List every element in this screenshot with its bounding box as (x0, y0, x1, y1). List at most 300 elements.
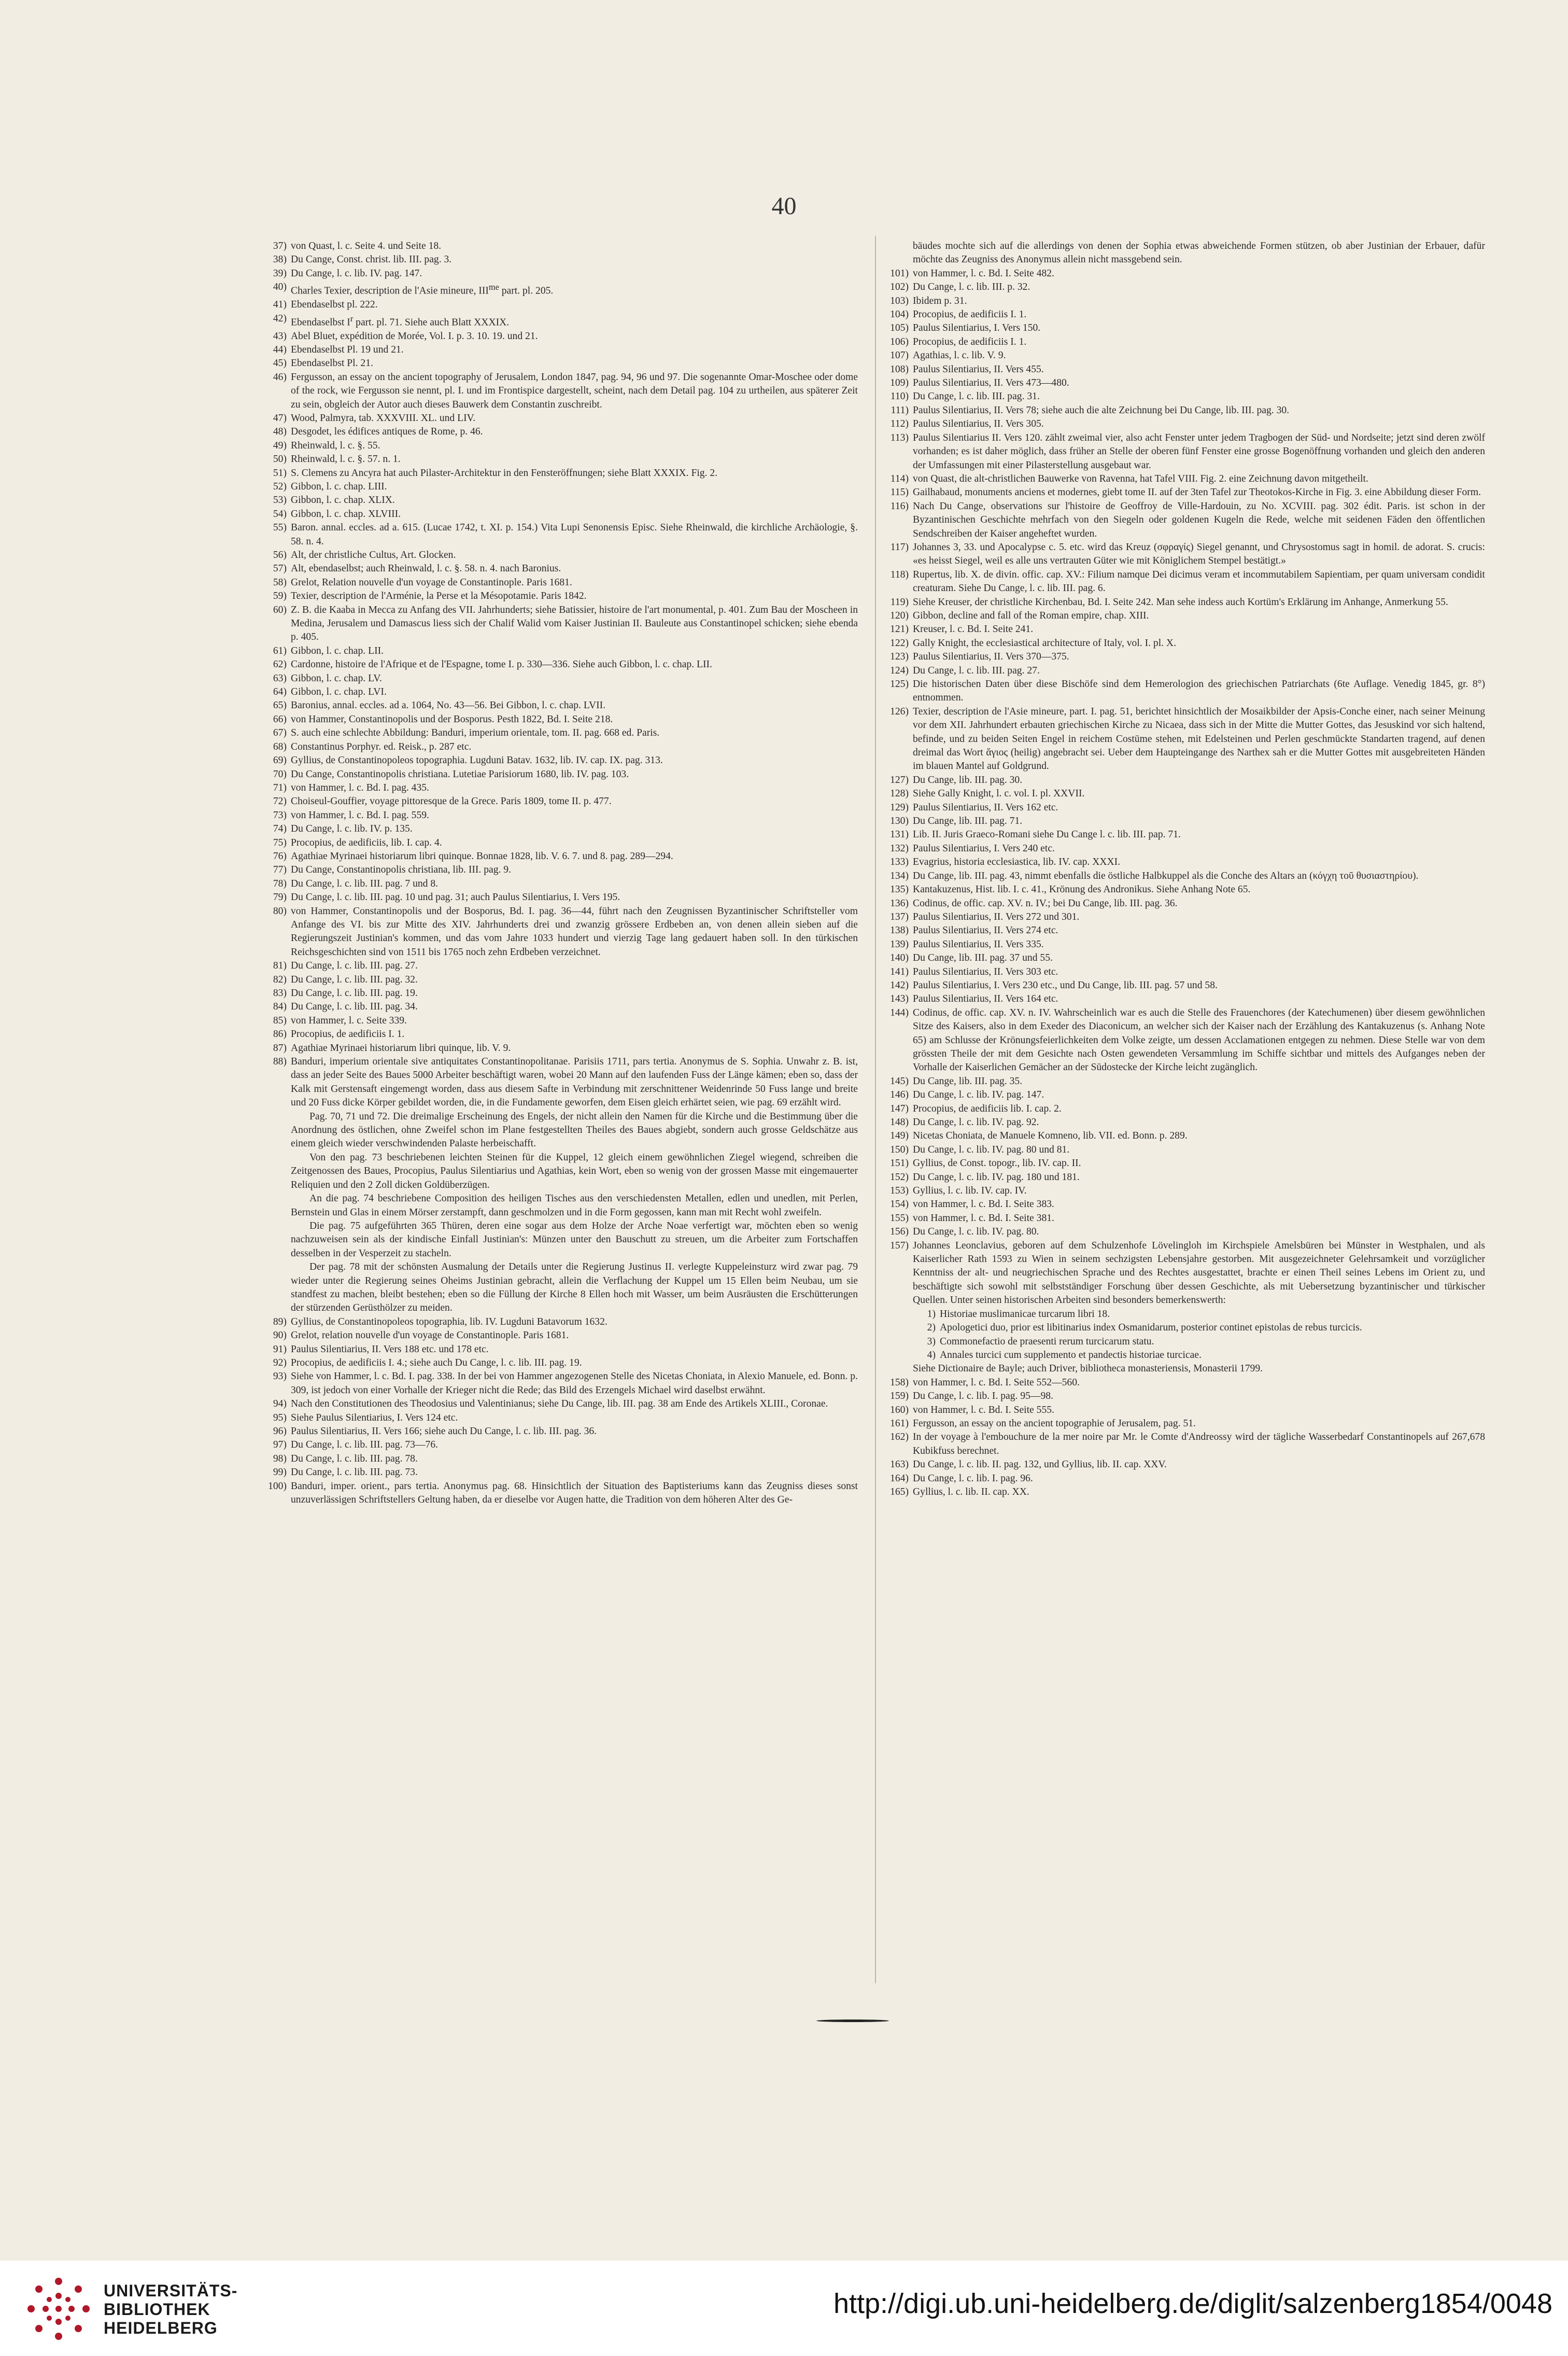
footnote (262, 1480, 858, 1507)
footnote-number: 90) (273, 1330, 287, 1341)
footnote (262, 726, 858, 740)
note-continuation: An die pag. 74 beschriebene Composition des heiligen Tisches aus den verschiedensten Metallen, edlen und unedlen, mit Perlen, Bernstein und Glas in einem Mörser zerstampft, dann geschmolzen und in die Form gegossen, kann man mit Recht wohl zweifeln. (291, 1193, 858, 1218)
footnote (884, 472, 1485, 486)
footnote (262, 412, 858, 425)
footnote-text: Gyllius, de Const. topogr., lib. IV. cap. II. (913, 1158, 1081, 1169)
footnote-text: Du Cange, lib. III. pag. 37 und 55. (913, 952, 1053, 964)
footnote-text: Evagrius, historia ecclesiastica, lib. IV. cap. XXXI. (913, 857, 1121, 868)
footnote (884, 787, 1485, 801)
footnote-text: Procopius, de aedificiis I. 1. (913, 336, 1027, 347)
sublist-item-number: 3) (927, 1336, 936, 1347)
footnote (262, 330, 858, 343)
footnote-number: 105) (890, 322, 909, 334)
footnote-number: 119) (890, 596, 909, 608)
footnote (262, 1425, 858, 1438)
sublist-item (913, 1321, 1485, 1335)
footnote (884, 1376, 1485, 1390)
footnote-text: Z. B. die Kaaba in Mecca zu Anfang des VII. Jahrhunderts; siehe Batissier, histoire de l'art monumental, p. 401. Zum Bau der Moscheen in Medina, Jerusalem und Damascus liess sich der Chalif Walid vom Kaiser Justinian II. Bauleute aus Constantinopel schicken; siehe ebenda p. 405. (291, 604, 858, 643)
footnote-text: Du Cange, lib. III. pag. 35. (913, 1075, 1023, 1087)
footnote-text: Du Cange, l. c. lib. IV. pag. 80 und 81. (913, 1144, 1070, 1155)
footnote-number: 63) (273, 672, 287, 684)
footnote (884, 1129, 1485, 1143)
footnote-number: 137) (890, 911, 909, 922)
footnote (884, 842, 1485, 856)
footnote-text: Du Cange, lib. III. pag. 30. (913, 774, 1023, 786)
footnote (884, 856, 1485, 869)
footnote (262, 1014, 858, 1028)
footnote-number: 165) (890, 1486, 909, 1497)
footnote-number: 75) (273, 837, 287, 848)
footnote (262, 1000, 858, 1014)
footnote (884, 1116, 1485, 1129)
footnote-text: von Hammer, l. c. Bd. I. pag. 435. (291, 782, 429, 793)
footnote (884, 1404, 1485, 1417)
footnote-text: Rupertus, lib. X. de divin. offic. cap. XV.: Filium namque Dei dicimus veram et incommutabilem Sapientiam, per quam universam condidit creaturam. Siehe Du Cange, l. c. lib. III. pag. 6. (913, 569, 1485, 594)
footnote-text: Agathias, l. c. lib. V. 9. (913, 350, 1006, 361)
footnote (884, 1143, 1485, 1157)
footnote (884, 1431, 1485, 1458)
footnote-number: 120) (890, 610, 909, 621)
footnote-number: 133) (890, 857, 909, 868)
footnote-text: Alt, ebendaselbst; auch Rheinwald, l. c. §. 58. n. 4. nach Baronius. (291, 563, 561, 574)
footnote (884, 294, 1485, 308)
footnote-number: 111) (891, 404, 909, 416)
footnote-text: Grelot, Relation nouvelle d'un voyage de Constantinople. Paris 1681. (291, 577, 572, 588)
footnote-number: 43) (273, 330, 287, 342)
footnote-text: von Quast, die alt-christlichen Bauwerke von Ravenna, hat Tafel VIII. Fig. 2. eine Zeichnung davon mitgetheilt. (913, 473, 1368, 484)
footnote (884, 363, 1485, 376)
footnote-number: 68) (273, 741, 287, 752)
footnote (884, 1417, 1485, 1431)
footnote-text: Du Cange, l. c. lib. IV. p. 135. (291, 823, 413, 835)
footnote-text: Gibbon, l. c. chap. LII. (291, 645, 384, 656)
footnote (262, 1055, 858, 1110)
footnote (884, 431, 1485, 472)
footnote (884, 609, 1485, 623)
footnote-number: 116) (890, 500, 909, 512)
footnote-text: Du Cange, l. c. lib. III. pag. 73. (291, 1467, 418, 1478)
footnote-number: 60) (273, 604, 287, 615)
footnote (262, 768, 858, 781)
footnote-text: von Hammer, l. c. Bd. I. Seite 555. (913, 1404, 1054, 1415)
footnote (884, 308, 1485, 321)
footnote-text: Gibbon, l. c. chap. XLVIII. (291, 508, 401, 520)
footnote-text: Banduri, imper. orient., pars tertia. Anonymus pag. 68. Hinsichtlich der Situation des Baptisteriums kann das Zeugniss dieses sonst unzuverlässigen Schriftstellers Geltung haben, da er dieselbe vor Augen hatte, die Tradition von dem höheren Alter des Ge- (291, 1480, 858, 1506)
footnote-number: 126) (890, 706, 909, 717)
footnote (884, 267, 1485, 281)
footnote (884, 870, 1485, 883)
footnote-number: 58) (273, 577, 287, 588)
footnote (262, 467, 858, 480)
footnote-text: Du Cange, l. c. lib. III. pag. 78. (291, 1453, 418, 1464)
footnote (884, 637, 1485, 650)
footnote (884, 1225, 1485, 1239)
footnote (884, 321, 1485, 335)
footnote-number: 46) (273, 371, 287, 383)
footnote (884, 705, 1485, 774)
footnote-text: Procopius, de aedificiis I. 4.; siehe auch Du Cange, l. c. lib. III. pag. 19. (291, 1357, 582, 1368)
footnote-number: 47) (273, 412, 287, 424)
footnote-number: 38) (273, 254, 287, 265)
footnote-number: 57) (273, 563, 287, 574)
page-number: 40 (771, 192, 797, 220)
footnote-number: 37) (273, 241, 287, 251)
footnote-number: 93) (273, 1371, 287, 1382)
footnote-number: 59) (273, 591, 287, 602)
footnote-text: Die historischen Daten über diese Bischöfe sind dem Hemerologion des griechischen Patriarchats (6te Auflage. Venedig 1845, gr. 8°) entnommen. (913, 679, 1485, 704)
footnote-number: 100) (268, 1480, 287, 1492)
footnote (884, 664, 1485, 678)
footnote-text: Wood, Palmyra, tab. XXXVIII. XL. und LIV. (291, 412, 476, 424)
footnote-text: S. Clemens zu Ancyra hat auch Pilaster-Architektur in den Fensteröffnungen; siehe Blatt XXXIX. Fig. 2. (291, 467, 718, 479)
footnote-text: Siehe Paulus Silentiarius, I. Vers 124 etc. (291, 1412, 458, 1423)
footnote-number: 44) (273, 344, 287, 355)
footnote (884, 281, 1485, 294)
footnote (262, 590, 858, 603)
footnote (884, 1212, 1485, 1225)
footnote-number: 92) (273, 1357, 287, 1368)
footnote-number: 66) (273, 713, 287, 725)
footnote-number: 85) (273, 1015, 287, 1026)
footnote-number: 78) (273, 878, 287, 889)
footnote-text: Du Cange, Constantinopolis christiana, lib. III. pag. 9. (291, 864, 512, 876)
footnote-text: Du Cange, l. c. lib. IV. pag. 92. (913, 1117, 1039, 1128)
footnote (262, 1452, 858, 1466)
footnote-number: 141) (890, 966, 909, 977)
footnote (884, 1472, 1485, 1485)
footnote-text: von Hammer, l. c. Bd. I. Seite 552—560. (913, 1377, 1080, 1388)
footnote-text: Paulus Silentiarius, II. Vers 188 etc. und 178 etc. (291, 1343, 489, 1355)
footnote (884, 897, 1485, 910)
footnote (262, 494, 858, 507)
footnote-number: 110) (890, 391, 909, 402)
library-footer (0, 2261, 1568, 2356)
footnote-text: Du Cange, l. c. lib. I. pag. 95—98. (913, 1391, 1054, 1402)
footnote-number: 69) (273, 755, 287, 766)
footnote-text: von Hammer, Constantinopolis und der Bosporus, Bd. I. pag. 36—44, führt nach den Zeugnissen Byzantinischer Schriftsteller vom Anfange des VI. bis zur Mitte des XIV. Jahrhunderts drei und zwanzig grössere Erdbeben an, von denen allein sieben auf die Regierungszeit Justinian's kommen, und das vom Jahre 1033 hundert und vierzig Tage lang gedauert haben soll. In den türkischen Reichsgeschichten sind von 1511 bis 1765 noch zehn Erdbeben verzeichnet. (291, 905, 858, 958)
footnote (262, 480, 858, 494)
footnote-text: Ebendaselbst pl. 222. (291, 299, 378, 311)
footnote-number: 45) (273, 358, 287, 369)
footnote-number: 163) (890, 1459, 909, 1470)
footnote-number: 55) (273, 522, 287, 534)
footnote-number: 150) (890, 1144, 909, 1155)
footnote-text: Paulus Silentiarius, II. Vers 166; siehe auch Du Cange, l. c. lib. III. pag. 36. (291, 1426, 597, 1437)
footnote-text: Fergusson, an essay on the ancient topographie of Jerusalem, pag. 51. (913, 1418, 1196, 1429)
footnote (262, 973, 858, 987)
sublist-item (913, 1308, 1485, 1321)
footnote (262, 312, 858, 330)
footnote-text: Du Cange, l. c. lib. III. pag. 31. (913, 391, 1040, 402)
footnote-number: 52) (273, 481, 287, 492)
footnote-text: Codinus, de offic. cap. XV. n. IV.; bei Du Cange, lib. III. pag. 36. (913, 897, 1178, 909)
footnote (884, 774, 1485, 787)
footnote (884, 979, 1485, 992)
footnote-number: 87) (273, 1042, 287, 1054)
logo-line-1: UNIVERSITÄTS- (104, 2281, 238, 2300)
footnote-text: Constantinus Porphyr. ed. Reisk., p. 287 etc. (291, 741, 472, 752)
footnote (262, 822, 858, 836)
footnote-number: 132) (890, 843, 909, 854)
footnote (262, 298, 858, 312)
footnote-number: 99) (273, 1467, 287, 1478)
footnote (884, 951, 1485, 965)
footnote-number: 81) (273, 960, 287, 972)
sublist-item-text: Apologetici duo, prior est libitinarius index Osmanidarum, posterior continet epistolas de rebus turcicis. (940, 1322, 1362, 1334)
footnote-number: 118) (890, 569, 909, 580)
footnote-text: Du Cange, l. c. lib. IV. pag. 80. (913, 1226, 1039, 1238)
footnote (262, 863, 858, 877)
footnote-text: Du Cange, l. c. lib. III. pag. 10 und pag. 31; auch Paulus Silentiarius, I. Vers 195. (291, 892, 620, 903)
footnote (884, 1458, 1485, 1471)
footnote (884, 376, 1485, 390)
footnote (262, 1028, 858, 1041)
footnote-number: 107) (890, 350, 909, 361)
footnote-number: 159) (890, 1391, 909, 1402)
footnote-text: Du Cange, Const. christ. lib. III. pag. 3. (291, 254, 452, 265)
footnote-text: Rheinwald, l. c. §. 57. n. 1. (291, 454, 401, 465)
footnote-number: 89) (273, 1316, 287, 1327)
footnote (884, 596, 1485, 609)
footnote-number: 134) (890, 870, 909, 881)
footnote-number: 117) (890, 541, 909, 553)
footnote-number: 76) (273, 850, 287, 862)
footnote-text: Du Cange, l. c. lib. III. pag. 32. (291, 974, 418, 985)
footnote (884, 1102, 1485, 1116)
footnote-number: 72) (273, 796, 287, 807)
footnote-text: Texier, description de l'Asie mineure, part. I. pag. 51, berichtet hinsichtlich der Mosaikbilder der Apsis-Conche einer, nach seiner Meinung vor dem XII. Jahrhundert erbauten griechischen Kirche zu Nicaea, dass sich in der Mitte die Mutter Gottes, das Jesuskind vor sich haltend, befinde, und zu beiden Seiten Engel in reichem Costüme stehen, mit Edelsteinen und Perlen geschmückte Standarten tragend, auf denen dreimal das Wort ἅγιος (heilig) angebracht sei. Ueber dem Haupteingange des Narthex sah er die Mutter Gottes mit ausgebreiteten Händen im blauen Mantel auf Goldgrund. (913, 706, 1485, 772)
footnote (262, 795, 858, 808)
footnote-text: Desgodet, les édifices antiques de Rome, p. 46. (291, 426, 483, 438)
footnote (262, 1042, 858, 1055)
footnote (884, 1088, 1485, 1102)
footnote-text: Gailhabaud, monuments anciens et modernes, giebt tome II. auf der 3ten Tafel zur Theotokos-Kirche in Fig. 3. eine Abbildung dieser Form. (913, 487, 1481, 498)
footnote-number: 143) (890, 993, 909, 1005)
footnote (262, 576, 858, 590)
footnote-number: 152) (890, 1171, 909, 1183)
footnote-text: Gibbon, l. c. chap. LV. (291, 672, 382, 684)
footnote-text: Siehe von Hammer, l. c. Bd. I. pag. 338. In der bei von Hammer angezogenen Stelle des Nicetas Choniata, in Alexio Manuele, ed. Bonn. p. 309, ist jedoch von einer Vorhalle der Krieger nicht die Rede; das Bild des Erzengels Michael wird daselbst erwähnt. (291, 1371, 858, 1396)
footnote (262, 425, 858, 439)
footnote-text: Gibbon, l. c. chap. XLIX. (291, 495, 395, 506)
footnote-number: 104) (890, 309, 909, 320)
footnote-number: 40) (273, 282, 287, 293)
footnote-text: Paulus Silentiarius, II. Vers 162 etc. (913, 802, 1058, 813)
footnote-text: Gibbon, l. c. chap. LVI. (291, 686, 387, 698)
footnote-text: In der voyage à l'embouchure de la mer noire par Mr. le Comte d'Andreossy wird der tägliche Wasserbedarf Constantinopels auf 267,678 Kubikfuss berechnet. (913, 1432, 1485, 1456)
footnote-text: von Quast, l. c. Seite 4. und Seite 18. (291, 241, 442, 251)
footnote-text: Du Cange, l. c. lib. III. pag. 73—76. (291, 1439, 439, 1451)
footnote-number: 86) (273, 1029, 287, 1040)
footnote (262, 604, 858, 644)
footnote-number: 83) (273, 988, 287, 999)
footnote (262, 891, 858, 904)
footnote-text: Du Cange, l. c. lib. II. pag. 132, und Gyllius, lib. II. cap. XXV. (913, 1459, 1167, 1470)
note-continuation: Pag. 70, 71 und 72. Die dreimalige Erscheinung des Engels, der nicht allein den Namen für die Kirche und die Bestimmung über die Anordnung des östlichen, ohne Zweifel schon im Plane festgestellten Theiles des Baues abgiebt, sondern auch grosse Geldschätze aus einem gleich wieder verschwindenden Palaste herbeischafft. (291, 1111, 858, 1149)
footnote (884, 335, 1485, 349)
footnote-number: 54) (273, 508, 287, 520)
footnote-text: Gally Knight, the ecclesiastical architecture of Italy, vol. I. pl. X. (913, 637, 1176, 649)
footnote-text: von Hammer, l. c. Bd. I. Seite 383. (913, 1199, 1054, 1210)
footnote-number: 115) (890, 487, 909, 498)
footnote-number: 73) (273, 809, 287, 821)
footnote-text: Paulus Silentiarius, I. Vers 150. (913, 322, 1041, 334)
university-seal-icon (25, 2275, 92, 2343)
footnote-number: 149) (890, 1130, 909, 1142)
footnote-number: 65) (273, 700, 287, 711)
left-notes-column (262, 240, 858, 1507)
footnote-text: Du Cange, l. c. lib. IV. pag. 147. (913, 1089, 1044, 1101)
footnote-text: von Hammer, l. c. Bd. I. Seite 381. (913, 1212, 1054, 1224)
footnote-text: Ebendaselbst $I^r$ part. pl. 71. Siehe auch Blatt XXXIX. (291, 313, 510, 328)
footnote-number: 109) (890, 377, 909, 389)
note-continuation: Der pag. 78 mit der schönsten Ausmalung der Details unter die Regierung Justinus II. verlegte Kuppeleinsturz wird zwar pag. 79 wieder unter die Regierung seines Oheims Justinian gebracht, allein die Verflachung der Kuppel um 15 Ellen beim Neubau, um sie standfest zu machen, bleibt bestehen; eben so die Füllung der Kirche 8 Ellen hoch mit Wasser, um beim Ausräusten die Erschütterungen der stürzenden Gerüsthölzer zu meiden. (291, 1261, 858, 1314)
footnote-text: Du Cange, lib. III. pag. 71. (913, 816, 1023, 827)
footnote (884, 349, 1485, 362)
footnote-text: von Hammer, Constantinopolis und der Bosporus. Pesth 1822, Bd. I. Seite 218. (291, 713, 613, 725)
footnote-text: Grelot, relation nouvelle d'un voyage de Constantinople. Paris 1681. (291, 1330, 569, 1341)
column-divider (875, 236, 876, 1983)
footnote-text: Gyllius, de Constantinopoleos topographia. Lugduni Batav. 1632, lib. IV. cap. IX. pag. 313. (291, 755, 663, 766)
footnote-number: 71) (273, 782, 287, 793)
footnote-text: Cardonne, histoire de l'Afrique et de l'Espagne, tome I. p. 330—336. Siehe auch Gibbon, l. c. chap. LII. (291, 659, 712, 670)
footnote (884, 678, 1485, 705)
footnote-number: 94) (273, 1398, 287, 1410)
footnote-number: 142) (890, 979, 909, 991)
footnote-number: 144) (890, 1007, 909, 1018)
footnote (262, 658, 858, 671)
footnote (262, 644, 858, 658)
footnote-number: 139) (890, 938, 909, 950)
footnote-number: 112) (890, 418, 909, 430)
footnote-text: Alt, der christliche Cultus, Art. Glocken. (291, 550, 456, 560)
footnote-number: 138) (890, 925, 909, 936)
footnote (884, 883, 1485, 896)
footnote-text: Siehe Gally Knight, l. c. vol. I. pl. XXVII. (913, 788, 1085, 800)
footnote-text: Du Cange, l. c. lib. III. pag. 27. (913, 665, 1040, 676)
source-url[interactable]: http://digi.ub.uni-heidelberg.de/diglit/salzenberg1854/0048 (833, 2288, 1552, 2319)
footnote-text: Du Cange, l. c. lib. III. pag. 7 und 8. (291, 878, 439, 889)
footnote-text: von Hammer, l. c. Bd. I. Seite 482. (913, 268, 1054, 279)
footnote (262, 781, 858, 795)
footnote-text: Gyllius, de Constantinopoleos topographia, lib. IV. Lugduni Batavorum 1632. (291, 1316, 608, 1327)
footnote-number: 156) (890, 1226, 909, 1238)
footnote (884, 623, 1485, 636)
footnote-number: 79) (273, 892, 287, 903)
note-continuation: Von den pag. 73 beschriebenen leichten Steinen für die Kuppel, 12 gleich einem gewöhnlichen Ziegel wiegend, schreiben die Zeitgenossen des Baues, Procopius, Paulus Silentiarius und Agathias, kein Wort, eben so wenig von der grossen Masse mit eingemauerter Reliquien und den 2 Zoll dicken Goldüberzügen. (291, 1152, 858, 1190)
footnote-text: Fergusson, an essay on the ancient topography of Jerusalem, London 1847, pag. 94, 96 und 97. Die sogenannte Omar-Moschee oder dome of the rock, wie Fergusson sie nennt, pl. I. und im Frontispice dargestellt, scheint, nach dem Detail pag. 104 zu urtheilen, aus späterer Zeit zu sein, obgleich der Autor auch dieses Bauwerk dem Constantin zuschreibt. (291, 371, 858, 410)
footnote-number: 88) (273, 1056, 287, 1068)
footnote-text: Paulus Silentiarius, II. Vers 473—480. (913, 377, 1069, 389)
footnote-text: Gibbon, decline and fall of the Roman empire, chap. XIII. (913, 610, 1149, 621)
footnote (262, 267, 858, 281)
footnote (262, 1315, 858, 1329)
footnote-text: Johannes Leonclavius, geboren auf dem Schulzenhofe Lövelingloh im Kirchspiele Amelsbüren bei Münster in Westphalen, und als Kaiserlicher Rath 1593 zu Wien in seinem sechzigsten Lebensjahre gestorben. Mit ausgezeichneter Gelehrsamkeit und vorzüglicher Kenntniss der alt- und neugriechischen Sprache und des Rechtes ausgestattet, brachte er einen Theil seines Lebens im Orient zu, und beschäftigte sich sowohl mit selbstständiger Forschung über dessen Geschichte, als mit Uebersetzung byzantinischer und türkischer Quellen. Unter seinen historischen Arbeiten sind besonders bemerkenswerth: (913, 1240, 1485, 1306)
footnote-number: 39) (273, 268, 287, 279)
footnote (262, 713, 858, 726)
sublist-item-number: 1) (927, 1308, 936, 1320)
footnote-text: Paulus Silentiarius, II. Vers 303 etc. (913, 966, 1058, 977)
footnote-text: Procopius, de aedificiis I. 1. (913, 309, 1027, 320)
footnote (262, 1370, 858, 1397)
footnote-number: 160) (890, 1404, 909, 1415)
footnote (884, 404, 1485, 417)
footnote-text: Nach Du Cange, observations sur l'histoire de Geoffroy de Ville-Hardouin, zu No. XCVIII. pag. 302 édit. Paris. ist schon in der Byzantinischen Geschichte mehrfach von den Siegeln oder goldenen Kugeln die Rede, welche mit seidenen Fäden den öffentlichen Sendschreiben der Kaiser angeheftet wurden. (913, 500, 1485, 539)
footnote (262, 685, 858, 699)
footnote-text: Nach den Constitutionen des Theodosius und Valentinianus; siehe Du Cange, lib. III. pag. 38 am Ende des Artikels XLIII., Coronae. (291, 1398, 828, 1410)
footnote-number: 41) (273, 299, 287, 311)
footnote-text: Paulus Silentiarius, II. Vers 370—375. (913, 651, 1069, 663)
footnote-number: 124) (890, 665, 909, 676)
footnote-text: Paulus Silentiarius, II. Vers 455. (913, 363, 1044, 375)
footnote (262, 253, 858, 267)
footnote (262, 672, 858, 685)
footnote (884, 910, 1485, 924)
footnote-text: Baronius, annal. eccles. ad a. 1064, No. 43—56. Bei Gibbon, l. c. chap. LVII. (291, 700, 606, 711)
footnote-number: 98) (273, 1453, 287, 1464)
footnote-text: Lib. II. Juris Graeco-Romani siehe Du Cange l. c. lib. III. pap. 71. (913, 829, 1181, 840)
footnote-text: Paulus Silentiarius, II. Vers 335. (913, 938, 1044, 950)
footnote-number: 77) (273, 864, 287, 876)
footnote (884, 938, 1485, 951)
footnote-number: 121) (890, 624, 909, 635)
footnote (262, 1438, 858, 1452)
footnote-text: Nicetas Choniata, de Manuele Komneno, lib. VII. ed. Bonn. p. 289. (913, 1130, 1188, 1142)
footnote-text: Ebendaselbst Pl. 19 und 21. (291, 344, 404, 355)
sublist-item-number: 2) (927, 1322, 936, 1334)
footnote-text: Texier, description de l'Arménie, la Perse et la Mésopotamie. Paris 1842. (291, 591, 587, 602)
footnote (262, 1329, 858, 1342)
footnote-number: 162) (890, 1432, 909, 1443)
logo-line-3: HEIDELBERG (104, 2319, 218, 2337)
footnote-number: 148) (890, 1117, 909, 1128)
footnote (884, 1075, 1485, 1088)
footnote (884, 568, 1485, 596)
footnote-text: Procopius, de aedificiis I. 1. (291, 1029, 405, 1040)
footnote (884, 924, 1485, 937)
footnote-number: 48) (273, 426, 287, 438)
footnote-text: Kreuser, l. c. Bd. I. Seite 241. (913, 624, 1034, 635)
footnote-number: 158) (890, 1377, 909, 1388)
footnote (884, 1006, 1485, 1075)
footnote (262, 1411, 858, 1425)
footnote-text: Ebendaselbst Pl. 21. (291, 358, 373, 369)
footnote-number: 154) (890, 1199, 909, 1210)
footnote-number: 114) (890, 473, 909, 484)
footnote (884, 486, 1485, 499)
footnote (884, 965, 1485, 979)
footnote-text: Agathiae Myrinaei historiarum libri quinque, lib. V. 9. (291, 1042, 511, 1054)
footnote-number: 161) (890, 1418, 909, 1429)
footnote-number: 101) (890, 268, 909, 279)
footnote (262, 281, 858, 298)
footnote-text: Abel Bluet, expédition de Morée, Vol. I. p. 3. 10. 19. und 21. (291, 330, 538, 342)
logo-line-2: BIBLIOTHEK (104, 2300, 210, 2319)
footnote-text: Paulus Silentiarius, II. Vers 274 etc. (913, 925, 1058, 936)
footnote-text: Du Cange, l. c. lib. IV. pag. 147. (291, 268, 422, 279)
numbered-sublist (913, 1308, 1485, 1363)
footnote (262, 562, 858, 576)
footnote-number: 49) (273, 440, 287, 451)
footnote-text: Paulus Silentiarius, I. Vers 230 etc., und Du Cange, lib. III. pag. 57 und 58. (913, 979, 1218, 991)
footnote (262, 877, 858, 891)
footnote-text: Ibidem p. 31. (913, 295, 967, 306)
note-continuation: Siehe Dictionaire de Bayle; auch Driver, bibliotheca monasteriensis, Monasterii 1799. (913, 1363, 1263, 1375)
footnote-text: Baron. annal. eccles. ad a. 615. (Lucae 1742, t. XI. p. 154.) Vita Lupi Senonensis Episc. Siehe Rheinwald, die kirchliche Archäologie, §. 58. n. 4. (291, 522, 858, 547)
footnote-number: 106) (890, 336, 909, 347)
end-rule-ornament (816, 2020, 889, 2022)
footnote-number: 153) (890, 1185, 909, 1197)
